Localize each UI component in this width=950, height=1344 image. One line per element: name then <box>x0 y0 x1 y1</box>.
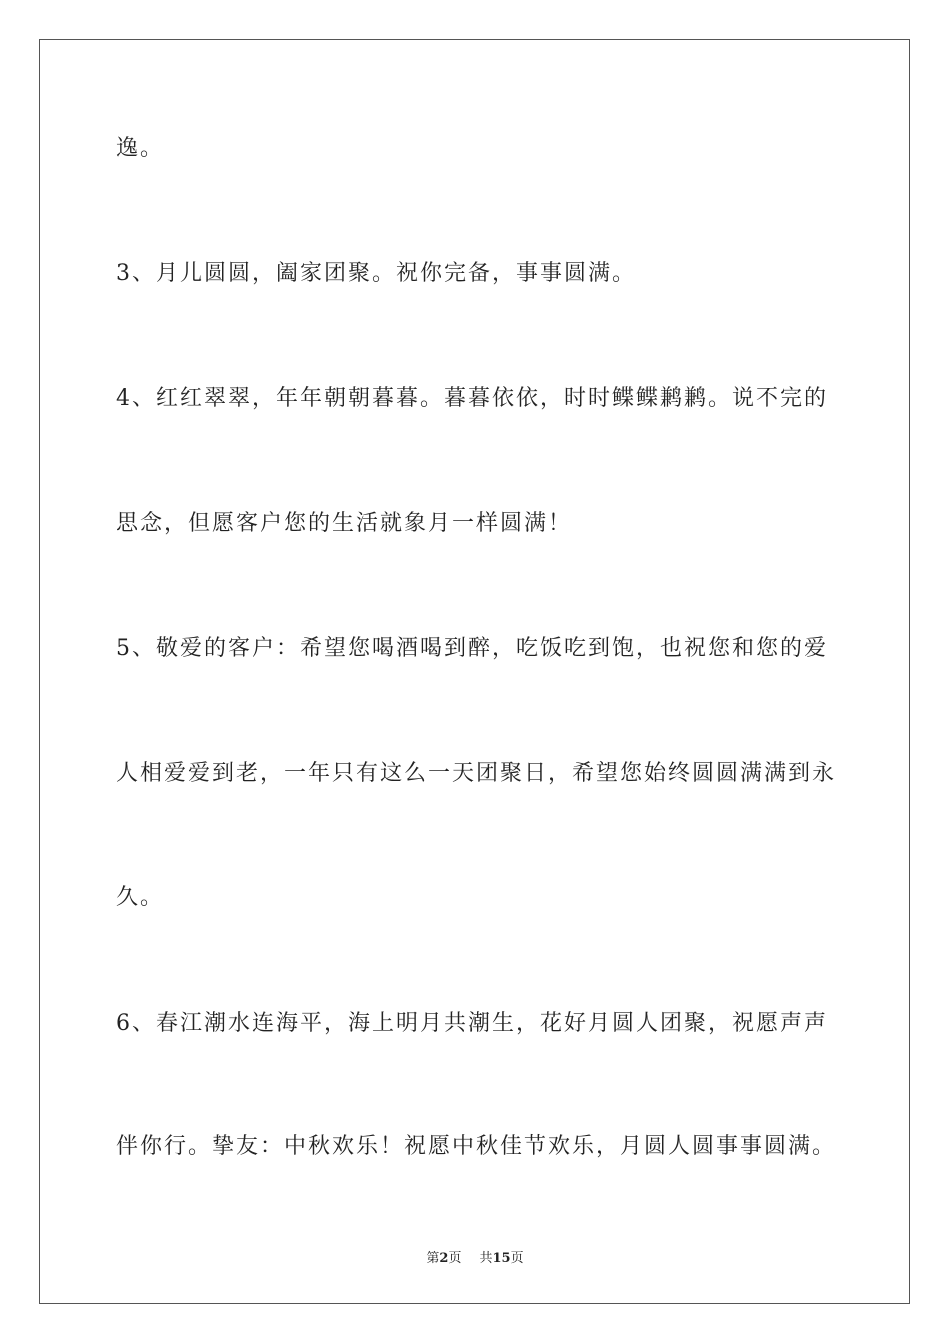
page-prefix: 第 <box>426 1251 440 1266</box>
total-suffix: 页 <box>510 1251 524 1266</box>
text-line-4: 思念，但愿客户您的生活就象月一样圆满！ <box>116 511 573 536</box>
text-line-6: 人相爱爱到老，一年只有这么一天团聚日，希望您始终圆圆满满到永 <box>116 761 837 786</box>
text-line-9: 伴你行。挚友：中秋欢乐！祝愿中秋佳节欢乐，月圆人圆事事圆满。 <box>116 1134 837 1159</box>
page-footer <box>0 1247 950 1266</box>
total-pages: 15 <box>492 1251 511 1266</box>
text-line-1: 逸。 <box>116 136 165 161</box>
total-prefix: 共 <box>479 1251 493 1266</box>
page-border <box>39 39 910 1304</box>
text-line-2: 3、月儿圆圆，阖家团聚。祝你完备，事事圆满。 <box>116 261 636 286</box>
text-line-8: 6、春江潮水连海平，海上明月共潮生，花好月圆人团聚，祝愿声声 <box>116 1011 828 1036</box>
text-line-7: 久。 <box>116 885 165 910</box>
text-line-3: 4、红红翠翠，年年朝朝暮暮。暮暮依依，时时鲽鲽鹣鹣。说不完的 <box>116 386 828 411</box>
page-suffix: 页 <box>448 1251 462 1266</box>
text-line-5: 5、敬爱的客户：希望您喝酒喝到醉，吃饭吃到饱，也祝您和您的爱 <box>116 636 828 661</box>
page-number: 2 <box>439 1251 449 1266</box>
